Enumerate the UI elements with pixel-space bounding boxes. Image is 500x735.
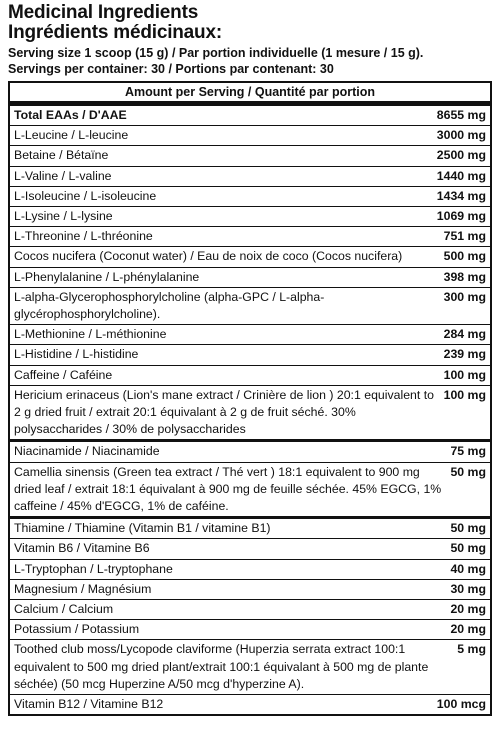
table-row (10, 146, 490, 166)
ingredient-amount: 30 mg (450, 581, 486, 596)
ingredient-name: Vitamin B12 / Vitamine B12 (14, 697, 164, 712)
ingredient-name: L-Threonine / L-thréonine (14, 229, 153, 244)
ingredient-name: L-Histidine / L-histidine (14, 347, 139, 362)
ingredient-name: Toothed club moss/Lycopode claviforme (Huperzia serrata extract 100:1 equivalent to 500 mg dried plant/extrait 100:1 équivalant à 500 mg de plante séchée) (50 mcg Huperzine A/50 mcg d'hyperzine A). (14, 642, 429, 691)
ingredient-amount: 20 mg (450, 622, 486, 637)
ingredient-name: L-Methionine / L-méthionine (14, 327, 167, 342)
ingredient-amount: 100 mcg (436, 697, 486, 712)
title-french: Ingrédients médicinaux: (8, 22, 222, 43)
ingredient-name: Thiamine / Thiamine (Vitamin B1 / vitamine B1) (14, 521, 271, 536)
ingredient-name: L-Valine / L-valine (14, 168, 112, 183)
ingredient-amount: 5 mg (457, 642, 486, 657)
ingredient-amount: 20 mg (450, 602, 486, 617)
serving-size: Serving size 1 scoop (15 g) / Par portion individuelle (1 mesure / 15 g). (8, 46, 424, 60)
title-english: Medicinal Ingredients (8, 2, 199, 23)
table-row (10, 247, 490, 267)
table-row (10, 288, 490, 325)
ingredient-name: Potassium / Potassium (14, 622, 140, 637)
ingredient-amount: 100 mg (443, 387, 486, 402)
ingredient-name: Vitamin B6 / Vitamine B6 (14, 541, 150, 556)
ingredient-amount: 751 mg (443, 229, 486, 244)
ingredient-name: L-Tryptophan / L-tryptophane (14, 561, 173, 576)
ingredient-amount: 239 mg (443, 347, 486, 362)
ingredient-amount: 284 mg (443, 327, 486, 342)
table-row (10, 187, 490, 207)
table-row (10, 620, 490, 640)
ingredient-amount: 1440 mg (436, 168, 486, 183)
ingredient-amount: 50 mg (450, 541, 486, 556)
table-row (10, 600, 490, 620)
ingredient-amount: 300 mg (443, 289, 486, 304)
ingredient-amount: 500 mg (443, 249, 486, 264)
ingredient-name: Camellia sinensis (Green tea extract / Thé vert ) 18:1 equivalent to 900 mg dried leaf / extrait 18:1 équivalant à 900 mg de feuille séchée. 45% EGCG, 1% caffeine / 45% d'EGCG, 1% de caféine. (14, 464, 442, 514)
table-row (10, 695, 490, 714)
ingredient-name: L-Isoleucine / L-isoleucine (14, 188, 157, 203)
ingredient-name: L-Leucine / L-leucine (14, 128, 129, 143)
ingredient-name: Cocos nucifera (Coconut water) / Eau de noix de coco (Cocos nucifera) (14, 249, 403, 264)
table-header: Amount per Serving / Quantité par portion (10, 83, 490, 106)
ingredient-name: Caffeine / Caféine (14, 367, 113, 382)
ingredient-amount: 100 mg (443, 367, 486, 382)
ingredient-name: L-Lysine / L-lysine (14, 209, 113, 224)
table-row-total (10, 106, 490, 126)
table-row (10, 519, 490, 539)
ingredient-name: Magnesium / Magnésium (14, 581, 152, 596)
ingredient-amount: 2500 mg (436, 148, 486, 163)
ingredient-amount: 1434 mg (436, 188, 486, 203)
ingredient-amount: 75 mg (450, 444, 486, 459)
table-row (10, 268, 490, 288)
table-row (10, 325, 490, 345)
table-row (10, 560, 490, 580)
table-row (10, 345, 490, 365)
servings-per-container: Servings per container: 30 / Portions par contenant: 30 (8, 62, 334, 76)
ingredient-name: Betaine / Bétaïne (14, 148, 109, 163)
ingredients-table (8, 81, 492, 716)
ingredient-name: Total EAAs / D'AAE (14, 108, 127, 122)
ingredient-name: Hericium erinaceus (Lion's mane extract / Crinière de lion ) 20:1 equivalent to 2 g dried fruit / extrait 20:1 équivalant à 2 g de fruit séché. 30% polysaccharides / 30% de polysaccharides (14, 387, 434, 437)
ingredient-rows (10, 126, 490, 714)
ingredient-amount: 50 mg (450, 464, 486, 479)
ingredient-amount: 1069 mg (436, 209, 486, 224)
table-row (10, 539, 490, 559)
table-row (10, 126, 490, 146)
table-row (10, 227, 490, 247)
ingredient-amount: 50 mg (450, 521, 486, 536)
table-row (10, 463, 490, 520)
ingredient-amount: 40 mg (450, 561, 486, 576)
table-row (10, 366, 490, 386)
ingredient-name: Niacinamide / Niacinamide (14, 444, 160, 459)
ingredient-name: L-Phenylalanine / L-phénylalanine (14, 269, 200, 284)
table-row (10, 207, 490, 227)
table-row (10, 640, 490, 695)
table-row (10, 386, 490, 443)
ingredient-amount: 398 mg (443, 269, 486, 284)
ingredient-name: L-alpha-Glycerophosphorylcholine (alpha-GPC / L-alpha-glycérophosphorylcholine). (14, 289, 325, 322)
table-row (10, 580, 490, 600)
table-row (10, 167, 490, 187)
table-row (10, 442, 490, 462)
ingredient-amount: 3000 mg (436, 128, 486, 143)
ingredient-amount: 8655 mg (436, 108, 486, 122)
ingredient-name: Calcium / Calcium (14, 602, 114, 617)
